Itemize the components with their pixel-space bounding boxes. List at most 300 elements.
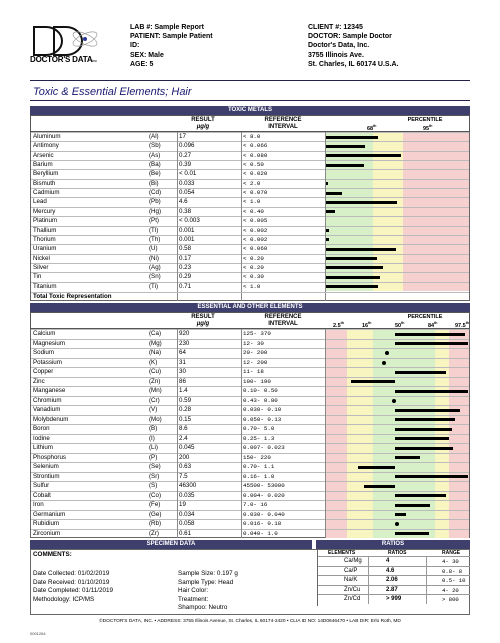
element-result: 0.045: [179, 444, 195, 451]
specimen-section-header: SPECIMEN DATA: [30, 540, 312, 549]
element-reference: < 0.40: [243, 207, 264, 215]
element-reference: 0.016- 0.18: [243, 520, 282, 527]
toxic-interval-label: INTERVAL: [268, 123, 298, 130]
element-reference: 0.43- 0.80: [243, 396, 278, 404]
element-name: Chromium: [33, 396, 62, 404]
toxic-table: [30, 132, 470, 301]
element-symbol: (Al): [149, 133, 159, 140]
column-divider: [241, 132, 242, 301]
ratios-col-range: RANGE: [442, 550, 461, 556]
essential-column-header: [30, 312, 470, 329]
toxic-section-header: TOXIC METALS: [30, 106, 470, 115]
element-name: Lithium: [33, 444, 53, 451]
element-name: Boron: [33, 425, 50, 432]
toxic-level-bar: [325, 192, 342, 195]
element-name: Iron: [33, 501, 44, 508]
essential-result-unit: µg/g: [196, 320, 210, 327]
total-toxic-row: [31, 292, 469, 300]
element-result: 30: [179, 368, 186, 375]
element-result: 86: [179, 377, 186, 385]
essential-result-label: RESULT: [191, 314, 215, 320]
element-result: 0.15: [179, 415, 192, 423]
treatment: Treatment:: [178, 595, 209, 603]
essential-level-bar: [395, 371, 446, 374]
element-symbol: (Mn): [149, 387, 162, 394]
element-name: Potassium: [33, 358, 62, 366]
element-reference: < 0.20: [243, 263, 264, 271]
logo-text: DOCTOR'S DATA: [30, 55, 93, 64]
toxic-row: [31, 226, 469, 235]
toxic-row: [31, 188, 469, 197]
essential-level-bar: [364, 485, 395, 488]
element-name: Beryllium: [33, 170, 59, 178]
element-reference: < 0.30: [243, 273, 264, 281]
ratio-value: 4: [386, 558, 390, 564]
element-name: Silver: [33, 263, 49, 271]
essential-row: [31, 396, 469, 406]
toxic-level-bar: [325, 285, 378, 288]
element-symbol: (Sb): [149, 142, 161, 150]
element-reference: 0.70- 1.1: [243, 463, 275, 470]
element-result: 0.27: [179, 151, 192, 159]
essential-level-bar: [395, 342, 468, 345]
lab-number: LAB #: Sample Report: [130, 24, 204, 31]
element-symbol: (Li): [149, 444, 158, 451]
ratio-range: 0.5- 10: [442, 577, 466, 584]
toxic-row: [31, 160, 469, 169]
element-result: < 0.01: [179, 170, 197, 178]
essential-level-bar: [395, 456, 420, 459]
element-reference: < 0.070: [243, 189, 268, 197]
element-result: 0.61: [179, 529, 192, 537]
toxic-result-label: RESULT: [191, 117, 215, 123]
element-name: Barium: [33, 161, 53, 169]
essential-row: [31, 358, 469, 368]
element-result: 0.58: [179, 245, 192, 253]
toxic-p68: 68th: [367, 124, 377, 132]
ratio-value: > 999: [386, 596, 402, 602]
element-symbol: (Pt): [149, 217, 159, 225]
element-result: 7.5: [179, 472, 188, 480]
essential-row: [31, 377, 469, 387]
element-result: 19: [179, 501, 186, 508]
element-reference: < 0.066: [243, 142, 268, 150]
element-name: Thorium: [33, 235, 56, 243]
element-result: 920: [179, 330, 190, 337]
element-symbol: (Sn): [149, 273, 161, 281]
element-name: Bismuth: [33, 179, 56, 187]
element-reference: < 0.20: [243, 254, 264, 262]
element-symbol: (Sr): [149, 472, 160, 480]
element-result: 0.71: [179, 282, 192, 290]
ratios-table: [317, 549, 469, 606]
toxic-row: [31, 254, 469, 263]
ratio-value: 2.06: [386, 577, 398, 583]
toxic-row: [31, 272, 469, 281]
ratio-element: Ca/Mg: [344, 558, 362, 564]
element-result: 200: [179, 453, 190, 461]
element-reference: < 1.0: [243, 282, 261, 290]
ratio-row: [318, 575, 470, 584]
essential-level-bar: [395, 390, 468, 393]
shampoo: Shampoo: Neutro: [178, 604, 228, 611]
element-symbol: (U): [149, 245, 158, 253]
element-name: Platinum: [33, 217, 58, 225]
element-name: Germanium: [33, 510, 66, 518]
toxic-percentile-label: PERCENTILE: [407, 117, 443, 123]
element-result: 0.035: [179, 491, 195, 499]
toxic-row: [31, 282, 469, 291]
header-rule: [30, 80, 470, 81]
toxic-level-bar: [325, 164, 364, 167]
element-name: Sodium: [33, 349, 54, 356]
ratio-range: 4- 20: [442, 586, 459, 594]
doctor-org: Doctor's Data, Inc.: [308, 42, 370, 50]
element-reference: < 0.020: [243, 170, 268, 178]
essential-level-bar: [395, 475, 468, 478]
element-name: Lead: [33, 198, 47, 206]
element-reference: < 1.0: [243, 198, 261, 206]
element-name: Sulfur: [33, 482, 50, 489]
toxic-level-bar: [325, 145, 365, 148]
element-name: Iodine: [33, 434, 50, 442]
element-reference: 125- 370: [243, 330, 271, 337]
patient-id: ID:: [130, 42, 140, 50]
element-result: 0.058: [179, 520, 195, 527]
date-completed: Date Completed: 01/11/2019: [33, 587, 114, 594]
methodology: Methodology: ICP/MS: [33, 595, 95, 603]
element-name: Selenium: [33, 463, 59, 470]
element-reference: < 8.0: [243, 133, 261, 140]
element-result: 31: [179, 358, 186, 366]
element-result: 64: [179, 349, 186, 356]
element-result: 230: [179, 339, 190, 347]
client-info: [308, 23, 399, 69]
element-name: Vanadium: [33, 406, 61, 413]
element-reference: 45500- 53000: [243, 482, 285, 489]
element-reference: 12- 200: [243, 358, 268, 366]
essential-reference-label: REFERENCE: [264, 314, 302, 320]
toxic-row: [31, 263, 469, 272]
element-result: 0.59: [179, 396, 192, 404]
element-result: 0.001: [179, 226, 195, 234]
column-divider: [177, 329, 178, 538]
element-result: 0.17: [179, 254, 192, 262]
logo-suffix: inc: [92, 58, 97, 63]
doctor-city: St. Charles, IL 60174 U.S.A.: [308, 60, 399, 68]
element-result: < 0.003: [179, 217, 200, 225]
toxic-row: [31, 179, 469, 188]
toxic-level-bar: [325, 154, 401, 157]
patient-info: [130, 23, 213, 69]
element-symbol: (Ti): [149, 282, 159, 290]
element-reference: 0.16- 1.0: [243, 472, 275, 480]
element-reference: < 0.060: [243, 245, 268, 253]
element-reference: 0.050- 0.13: [243, 415, 282, 423]
element-reference: 12- 30: [243, 339, 264, 347]
element-reference: < 0.002: [243, 226, 268, 234]
toxic-row: [31, 197, 469, 206]
essential-level-bar: [395, 437, 449, 440]
element-symbol: (Co): [149, 491, 162, 499]
element-reference: < 2.0: [243, 179, 261, 187]
ess-p50: 50th: [395, 321, 405, 329]
element-symbol: (Th): [149, 235, 161, 243]
element-result: 0.096: [179, 142, 195, 150]
column-divider: [241, 329, 242, 538]
element-reference: < 0.50: [243, 161, 264, 169]
doctor-street: 3755 Illinois Ave.: [308, 51, 364, 59]
total-toxic-label: Total Toxic Representation: [33, 293, 112, 300]
ess-p97_5: 97.5th: [455, 321, 470, 329]
essential-level-bar: [395, 447, 453, 450]
ratio-range: > 800: [442, 596, 459, 603]
element-symbol: (B): [149, 425, 158, 432]
element-reference: < 0.080: [243, 151, 268, 159]
doc-code: 0001264: [30, 631, 46, 636]
element-reference: 0.25- 1.3: [243, 434, 275, 442]
essential-level-bar: [395, 428, 452, 431]
essential-level-bar: [395, 504, 430, 507]
patient-age: AGE: 5: [130, 60, 154, 68]
element-name: Nickel: [33, 254, 50, 262]
element-name: Magnesium: [33, 339, 65, 347]
element-name: Molybdenum: [33, 415, 69, 423]
toxic-level-bar: [325, 136, 378, 139]
toxic-level-bar: [325, 248, 396, 251]
toxic-level-bar: [325, 201, 397, 204]
element-symbol: (S): [149, 482, 158, 489]
element-reference: 0.004- 0.020: [243, 491, 285, 499]
element-symbol: (Fe): [149, 501, 161, 508]
element-reference: 0.030- 0.10: [243, 406, 282, 413]
ratio-row: [318, 585, 470, 594]
toxic-row: [31, 141, 469, 150]
element-reference: 11- 18: [243, 368, 264, 375]
element-symbol: (Ge): [149, 510, 162, 518]
ratio-row: [318, 566, 470, 575]
element-symbol: (Zn): [149, 377, 161, 385]
element-name: Cadmium: [33, 189, 60, 197]
element-reference: 0.10- 0.50: [243, 387, 278, 394]
ratio-element: Zn/Cd: [344, 596, 361, 602]
ratio-element: Na/K: [344, 577, 358, 583]
element-result: 8.6: [179, 425, 188, 432]
patient-name: PATIENT: Sample Patient: [130, 33, 213, 41]
essential-level-bar: [358, 466, 395, 469]
element-symbol: (Ca): [149, 330, 162, 337]
essential-level-bar: [395, 409, 460, 412]
element-name: Aluminum: [33, 133, 61, 140]
element-reference: 0.030- 0.040: [243, 510, 285, 518]
element-reference: 150- 220: [243, 453, 271, 461]
element-name: Titanium: [33, 282, 57, 290]
element-symbol: (Ba): [149, 161, 161, 169]
element-result: 0.63: [179, 463, 192, 470]
doctors-data-logo: [30, 24, 104, 66]
element-result: 0.23: [179, 263, 192, 271]
toxic-row: [31, 207, 469, 216]
ratio-divider: [426, 556, 427, 604]
element-result: 0.054: [179, 189, 195, 197]
element-name: Calcium: [33, 330, 56, 337]
ratio-value: 4.6: [386, 567, 395, 574]
essential-interval-label: INTERVAL: [268, 320, 298, 327]
toxic-row: [31, 244, 469, 253]
element-symbol: (Pb): [149, 198, 161, 206]
toxic-level-bar: [325, 266, 383, 269]
toxic-reference-label: REFERENCE: [264, 117, 302, 123]
element-result: 0.39: [179, 161, 192, 169]
ratios-col-ratios: RATIOS: [388, 550, 407, 556]
essential-level-dot: [382, 361, 386, 365]
element-symbol: (Se): [149, 463, 161, 470]
essential-row: [31, 481, 469, 491]
element-symbol: (Hg): [149, 207, 162, 215]
element-name: Manganese: [33, 387, 66, 394]
toxic-column-header: [30, 115, 470, 132]
element-reference: < 0.005: [243, 217, 268, 225]
element-name: Cobalt: [33, 491, 51, 499]
element-result: 17: [179, 133, 186, 140]
essential-level-bar: [395, 494, 446, 497]
element-reference: 0.040- 1.0: [243, 529, 278, 537]
toxic-level-bar: [325, 210, 335, 213]
element-result: 0.001: [179, 235, 195, 243]
element-reference: 0.007- 0.023: [243, 444, 285, 451]
element-symbol: (V): [149, 406, 158, 413]
title-rule: [30, 100, 470, 101]
element-symbol: (P): [149, 453, 158, 461]
sample-size: Sample Size: 0.197 g: [178, 570, 238, 577]
toxic-row: [31, 235, 469, 244]
element-symbol: (Be): [149, 170, 161, 178]
element-result: 0.28: [179, 406, 192, 413]
date-collected: Date Collected: 01/02/2019: [33, 570, 110, 577]
element-result: 0.033: [179, 179, 195, 187]
ratio-row: [318, 556, 470, 565]
element-result: 46300: [179, 482, 197, 489]
essential-section-header: ESSENTIAL AND OTHER ELEMENTS: [30, 303, 470, 312]
report-title: Toxic & Essential Elements; Hair: [33, 86, 192, 98]
ratio-element: Zn/Cu: [344, 586, 361, 593]
element-name: Thallium: [33, 226, 57, 234]
element-name: Antimony: [33, 142, 59, 150]
toxic-row: [31, 132, 469, 141]
ess-p84: 84th: [428, 321, 438, 329]
footer: ©DOCTOR'S DATA, INC. • ADDRESS: 3755 Illinois Avenue, St. Charles, IL 60174-2420 • CLIA ID NO: 14D0646470 • LAB DIR: Erlo Roth, MD: [99, 619, 401, 624]
ratio-element: Ca/P: [344, 567, 358, 574]
essential-level-bar: [395, 418, 455, 421]
element-symbol: (Mo): [149, 415, 162, 423]
ratio-divider: [368, 556, 369, 604]
toxic-result-unit: µg/g: [196, 123, 210, 130]
ratios-col-elements: ELEMENTS: [328, 550, 356, 556]
element-reference: 20- 200: [243, 349, 268, 356]
element-name: Strontium: [33, 472, 60, 480]
element-symbol: (Na): [149, 349, 162, 356]
element-result: 4.6: [179, 198, 188, 206]
element-symbol: (K): [149, 358, 158, 366]
element-symbol: (Ni): [149, 254, 159, 262]
client-number: CLIENT #: 12345: [308, 24, 363, 31]
doctor-name: DOCTOR: Sample Doctor: [308, 33, 392, 41]
element-symbol: (Zr): [149, 529, 159, 537]
essential-row: [31, 348, 469, 358]
element-result: 1.4: [179, 387, 188, 394]
toxic-p95: 95th: [423, 124, 433, 132]
element-reference: 100- 190: [243, 377, 271, 385]
patient-sex: SEX: Male: [130, 51, 164, 59]
element-symbol: (Tl): [149, 226, 159, 234]
element-name: Mercury: [33, 207, 56, 215]
date-received: Date Received: 01/10/2019: [33, 578, 110, 586]
ess-p2_5: 2.5th: [333, 321, 344, 329]
toxic-row: [31, 216, 469, 225]
toxic-level-bar: [325, 276, 380, 279]
element-symbol: (Cu): [149, 368, 162, 375]
element-name: Uranium: [33, 245, 57, 253]
element-name: Rubidium: [33, 520, 60, 527]
ratios-section-header: RATIOS: [316, 540, 470, 549]
element-name: Phosphorus: [33, 453, 67, 461]
element-symbol: (Cd): [149, 189, 162, 197]
essential-table: [30, 329, 470, 538]
column-divider: [325, 132, 326, 301]
essential-level-dot: [392, 399, 396, 403]
element-symbol: (Bi): [149, 179, 159, 187]
element-name: Zinc: [33, 377, 45, 385]
essential-row: [31, 462, 469, 472]
ess-p16: 16th: [362, 321, 372, 329]
element-reference: 0.70- 5.0: [243, 425, 275, 432]
ratio-value: 2.87: [386, 586, 398, 593]
element-result: 0.034: [179, 510, 195, 518]
element-name: Copper: [33, 368, 54, 375]
essential-row: [31, 519, 469, 529]
toxic-level-bar: [325, 257, 377, 260]
hair-color: Hair Color:: [178, 587, 209, 594]
essential-level-bar: [351, 380, 395, 383]
essential-level-bar: [395, 333, 465, 336]
essential-level-dot: [395, 522, 399, 526]
essential-level-dot: [385, 351, 389, 355]
sample-type: Sample Type: Head: [178, 578, 234, 586]
ratio-row: [318, 594, 470, 603]
element-result: 0.38: [179, 207, 192, 215]
ratio-range: 4- 30: [442, 558, 459, 565]
element-symbol: (I): [149, 434, 155, 442]
toxic-row: [31, 151, 469, 160]
element-name: Tin: [33, 273, 42, 281]
element-name: Arsenic: [33, 151, 54, 159]
essential-level-bar: [395, 513, 406, 516]
essential-percentile-label: PERCENTILE: [407, 314, 443, 320]
column-divider: [177, 132, 178, 301]
element-symbol: (As): [149, 151, 161, 159]
column-divider: [325, 329, 326, 538]
toxic-row: [31, 169, 469, 178]
element-reference: 7.0- 16: [243, 501, 268, 508]
element-symbol: (Mg): [149, 339, 162, 347]
comments-label: COMMENTS:: [33, 551, 72, 558]
element-name: Zirconium: [33, 529, 61, 537]
element-result: 0.29: [179, 273, 192, 281]
ratio-range: 0.8- 8: [442, 567, 463, 575]
element-result: 2.4: [179, 434, 188, 442]
element-symbol: (Ag): [149, 263, 161, 271]
element-symbol: (Rb): [149, 520, 162, 527]
